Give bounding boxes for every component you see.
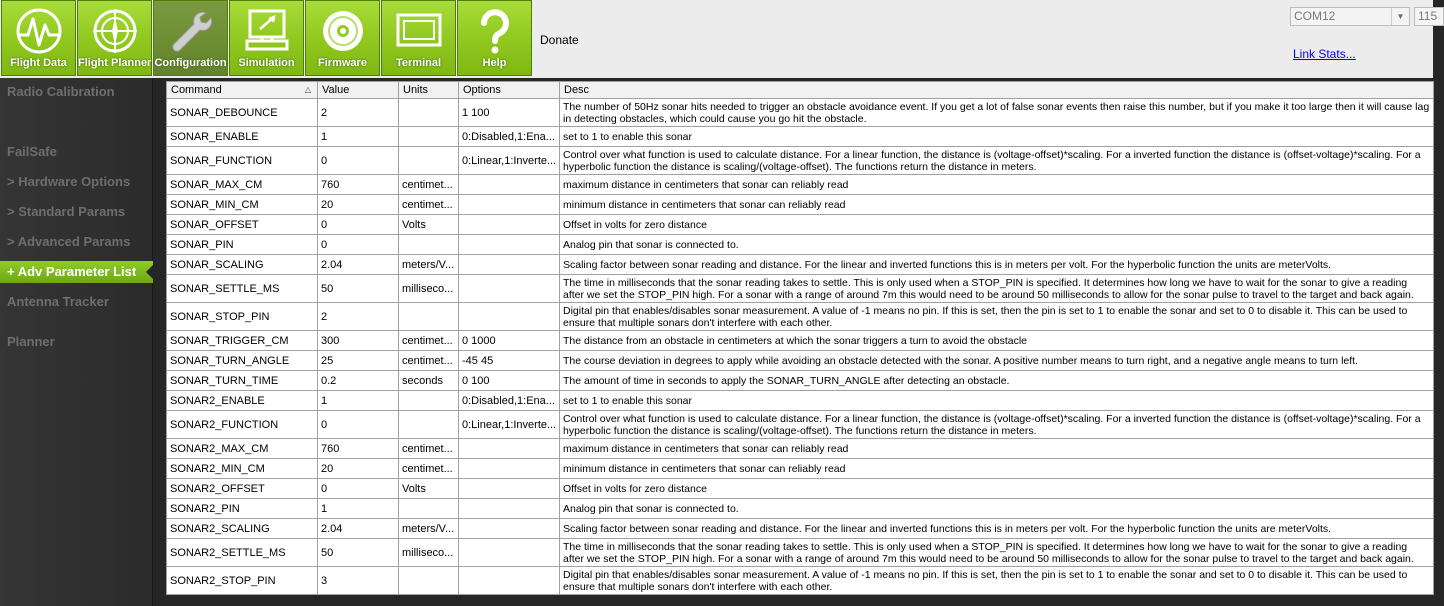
param-desc-cell: maximum distance in centimeters that sonar can reliably read — [560, 175, 1434, 195]
param-value-cell[interactable]: 300 — [318, 331, 399, 351]
table-row[interactable] — [167, 567, 1434, 595]
param-desc-cell: maximum distance in centimeters that sonar can reliably read — [560, 439, 1434, 459]
com-port-value: COM12 — [1294, 9, 1336, 23]
button-label: Firmware — [318, 57, 367, 69]
param-command-cell: SONAR2_SCALING — [167, 519, 318, 539]
configuration-icon — [166, 7, 216, 55]
param-command-cell: SONAR_ENABLE — [167, 127, 318, 147]
table-row[interactable] — [167, 255, 1434, 275]
param-desc-cell: The time in milliseconds that the sonar reading takes to settle. This is only used when a STOP_PIN is specified. It determines how long we have to wait for the sonar to give a reading after we set the STOP_PIN high. For a sonar with a range of around 7m this would need to be around 50 milliseconds to allow for the sonar pulse to travel to the target and back again. — [560, 539, 1434, 567]
button-label: Configuration — [154, 57, 227, 69]
param-value-cell[interactable]: 1 — [318, 391, 399, 411]
flight-data-button[interactable] — [1, 0, 76, 76]
param-command-cell: SONAR_SCALING — [167, 255, 318, 275]
param-desc-cell: The time in milliseconds that the sonar reading takes to settle. This is only used when a STOP_PIN is specified. It determines how long we have to wait for the sonar to give a reading after we set the STOP_PIN high. For a sonar with a range of around 7m this would need to be around 50 milliseconds to allow for the sonar pulse to travel to the target and back again. — [560, 275, 1434, 303]
table-row[interactable] — [167, 175, 1434, 195]
param-command-cell: SONAR2_SETTLE_MS — [167, 539, 318, 567]
param-units-cell — [399, 567, 459, 595]
param-desc-cell: Scaling factor between sonar reading and distance. For the linear and inverted functions this is in meters per volt. For the hyperbolic function the units are meterVolts. — [560, 519, 1434, 539]
param-command-cell: SONAR_STOP_PIN — [167, 303, 318, 331]
param-options-cell — [459, 439, 560, 459]
param-options-cell — [459, 175, 560, 195]
param-value-cell[interactable]: 0 — [318, 235, 399, 255]
table-row[interactable] — [167, 479, 1434, 499]
table-row[interactable] — [167, 275, 1434, 303]
column-header-options[interactable]: Options — [459, 82, 560, 99]
param-value-cell[interactable]: 2 — [318, 99, 399, 127]
param-command-cell: SONAR2_MAX_CM — [167, 439, 318, 459]
param-units-cell — [399, 147, 459, 175]
param-desc-cell: Offset in volts for zero distance — [560, 479, 1434, 499]
param-units-cell: centimet... — [399, 439, 459, 459]
table-row[interactable] — [167, 519, 1434, 539]
param-units-cell: milliseco... — [399, 539, 459, 567]
param-options-cell — [459, 479, 560, 499]
param-desc-cell: set to 1 to enable this sonar — [560, 127, 1434, 147]
parameter-grid — [166, 81, 1434, 595]
param-value-cell[interactable]: 2.04 — [318, 519, 399, 539]
param-units-cell: Volts — [399, 215, 459, 235]
table-row[interactable] — [167, 439, 1434, 459]
param-options-cell — [459, 303, 560, 331]
sidebar-item-adv-parameter-list[interactable]: + Adv Parameter List — [0, 261, 153, 283]
button-label: Flight Planner — [78, 57, 152, 69]
param-desc-cell: The distance from an obstacle in centimeters at which the sonar triggers a turn to avoid the obstacle — [560, 331, 1434, 351]
button-label: Terminal — [395, 57, 442, 69]
param-options-cell: 0 1000 — [459, 331, 560, 351]
param-options-cell — [459, 255, 560, 275]
param-value-cell[interactable]: 1 — [318, 127, 399, 147]
toolbar — [0, 0, 1438, 78]
param-command-cell: SONAR2_FUNCTION — [167, 411, 318, 439]
help-icon — [470, 7, 520, 55]
param-command-cell: SONAR_PIN — [167, 235, 318, 255]
table-row[interactable] — [167, 303, 1434, 331]
param-value-cell[interactable]: 0.2 — [318, 371, 399, 391]
param-command-cell: SONAR2_PIN — [167, 499, 318, 519]
param-units-cell: centimet... — [399, 175, 459, 195]
param-options-cell: -45 45 — [459, 351, 560, 371]
param-value-cell[interactable]: 50 — [318, 275, 399, 303]
param-command-cell: SONAR2_OFFSET — [167, 479, 318, 499]
param-desc-cell: Offset in volts for zero distance — [560, 215, 1434, 235]
param-value-cell[interactable]: 1 — [318, 499, 399, 519]
baud-rate-select[interactable] — [1414, 7, 1444, 26]
sort-ascending-icon: △ — [304, 85, 311, 94]
param-desc-cell: Analog pin that sonar is connected to. — [560, 499, 1434, 519]
sidebar-item-advanced-params[interactable]: > Advanced Params — [7, 234, 131, 249]
button-label: Flight Data — [10, 57, 67, 69]
donate-link[interactable]: Donate — [540, 33, 579, 47]
table-row[interactable] — [167, 235, 1434, 255]
param-command-cell: SONAR_FUNCTION — [167, 147, 318, 175]
flight-planner-button[interactable] — [77, 0, 152, 76]
param-units-cell: centimet... — [399, 331, 459, 351]
table-row[interactable] — [167, 215, 1434, 235]
flight-data-icon — [14, 7, 64, 55]
param-command-cell: SONAR2_STOP_PIN — [167, 567, 318, 595]
param-desc-cell: Analog pin that sonar is connected to. — [560, 235, 1434, 255]
param-options-cell: 0 100 — [459, 371, 560, 391]
param-units-cell — [399, 499, 459, 519]
table-row[interactable] — [167, 371, 1434, 391]
param-value-cell[interactable]: 0 — [318, 411, 399, 439]
baud-rate-value: 115 — [1418, 9, 1438, 23]
param-value-cell[interactable]: 0 — [318, 215, 399, 235]
param-options-cell — [459, 519, 560, 539]
table-row[interactable] — [167, 411, 1434, 439]
param-options-cell — [459, 215, 560, 235]
param-value-cell[interactable]: 2.04 — [318, 255, 399, 275]
param-units-cell — [399, 127, 459, 147]
configuration-button[interactable] — [153, 0, 228, 76]
firmware-icon — [318, 7, 368, 55]
simulation-icon — [242, 7, 292, 55]
param-options-cell: 0:Linear,1:Inverte... — [459, 147, 560, 175]
table-row[interactable] — [167, 147, 1434, 175]
param-desc-cell: Digital pin that enables/disables sonar measurement. A value of -1 means no pin. If this is set, then the pin is set to 1 to enable the sonar and set to 0 to disable it. This can be used to ensure that multiple sonars don't interfere with each other. — [560, 567, 1434, 595]
param-desc-cell: The course deviation in degrees to apply while avoiding an obstacle detected with the sonar. A positive number means to turn right, and a negative angle means to turn left. — [560, 351, 1434, 371]
param-units-cell — [399, 411, 459, 439]
chevron-down-icon[interactable]: ▼ — [1391, 8, 1409, 25]
param-options-cell — [459, 195, 560, 215]
param-value-cell[interactable]: 3 — [318, 567, 399, 595]
param-command-cell: SONAR2_ENABLE — [167, 391, 318, 411]
param-value-cell[interactable]: 2 — [318, 303, 399, 331]
param-units-cell — [399, 235, 459, 255]
param-units-cell: meters/V... — [399, 519, 459, 539]
param-desc-cell: Control over what function is used to calculate distance. For a linear function, the distance is (voltage-offset)*scaling. For a inverted function the distance is (offset-voltage)*scaling. For a hyperbolic function the distance is scaling/(voltage-offset). The functions return the distance in meters. — [560, 411, 1434, 439]
parameter-grid-container — [166, 81, 1433, 606]
grid-header-row — [167, 82, 1434, 99]
sidebar — [0, 78, 153, 606]
param-units-cell: seconds — [399, 371, 459, 391]
column-header-command[interactable]: Command △ — [167, 82, 318, 99]
link-stats-link[interactable]: Link Stats... — [1293, 47, 1356, 61]
firmware-button[interactable] — [305, 0, 380, 76]
sidebar-item-planner[interactable]: Planner — [7, 334, 55, 349]
param-desc-cell: minimum distance in centimeters that sonar can reliably read — [560, 195, 1434, 215]
grid-body — [167, 99, 1434, 595]
table-row[interactable] — [167, 351, 1434, 371]
table-row[interactable] — [167, 391, 1434, 411]
table-row[interactable] — [167, 99, 1434, 127]
param-value-cell[interactable]: 760 — [318, 439, 399, 459]
param-options-cell — [459, 499, 560, 519]
param-value-cell[interactable]: 25 — [318, 351, 399, 371]
help-button[interactable] — [457, 0, 532, 76]
sidebar-item-hardware-options[interactable]: > Hardware Options — [7, 174, 131, 189]
param-value-cell[interactable]: 50 — [318, 539, 399, 567]
sidebar-item-radio-calibration[interactable]: Radio Calibration — [7, 84, 115, 99]
param-units-cell — [399, 99, 459, 127]
table-row[interactable] — [167, 127, 1434, 147]
param-command-cell: SONAR_MAX_CM — [167, 175, 318, 195]
param-command-cell: SONAR_OFFSET — [167, 215, 318, 235]
column-header-value[interactable]: Value — [318, 82, 399, 99]
param-command-cell: SONAR_MIN_CM — [167, 195, 318, 215]
flight-planner-icon — [90, 7, 140, 55]
terminal-icon — [394, 7, 444, 55]
param-value-cell[interactable]: 0 — [318, 479, 399, 499]
param-command-cell: SONAR_SETTLE_MS — [167, 275, 318, 303]
param-units-cell: milliseco... — [399, 275, 459, 303]
column-header-units[interactable]: Units — [399, 82, 459, 99]
param-command-cell: SONAR_DEBOUNCE — [167, 99, 318, 127]
param-options-cell — [459, 539, 560, 567]
sidebar-item-failsafe[interactable]: FailSafe — [7, 144, 57, 159]
param-options-cell: 0:Disabled,1:Ena... — [459, 391, 560, 411]
param-value-cell[interactable]: 760 — [318, 175, 399, 195]
param-options-cell: 1 100 — [459, 99, 560, 127]
table-row[interactable] — [167, 499, 1434, 519]
param-command-cell: SONAR2_MIN_CM — [167, 459, 318, 479]
param-units-cell: meters/V... — [399, 255, 459, 275]
param-command-cell: SONAR_TURN_TIME — [167, 371, 318, 391]
param-command-cell: SONAR_TRIGGER_CM — [167, 331, 318, 351]
com-port-select[interactable] — [1290, 7, 1410, 26]
table-row[interactable] — [167, 331, 1434, 351]
param-value-cell[interactable]: 20 — [318, 195, 399, 215]
param-desc-cell: Control over what function is used to calculate distance. For a linear function, the distance is (voltage-offset)*scaling. For a inverted function the distance is (offset-voltage)*scaling. For a hyperbolic function the distance is scaling/(voltage-offset). The functions return the distance in meters. — [560, 147, 1434, 175]
param-options-cell: 0:Disabled,1:Ena... — [459, 127, 560, 147]
param-options-cell — [459, 235, 560, 255]
button-label: Simulation — [238, 57, 295, 69]
param-desc-cell: The amount of time in seconds to apply the SONAR_TURN_ANGLE after detecting an obstacle. — [560, 371, 1434, 391]
param-desc-cell: Scaling factor between sonar reading and distance. For the linear and inverted functions this is in meters per volt. For the hyperbolic function the units are meterVolts. — [560, 255, 1434, 275]
param-units-cell — [399, 303, 459, 331]
simulation-button[interactable] — [229, 0, 304, 76]
param-units-cell: centimet... — [399, 195, 459, 215]
column-header-desc[interactable]: Desc — [560, 82, 1434, 99]
param-desc-cell: The number of 50Hz sonar hits needed to trigger an obstacle avoidance event. If you get a lot of false sonar events then raise this number, but if you make it too large then it will cause lag in detecting obstacles, which could cause you go hit the obstacle. — [560, 99, 1434, 127]
param-desc-cell: Digital pin that enables/disables sonar measurement. A value of -1 means no pin. If this is set, then the pin is set to 1 to enable the sonar and set to 0 to disable it. This can be used to ensure that multiple sonars don't interfere with each other. — [560, 303, 1434, 331]
sidebar-item-standard-params[interactable]: > Standard Params — [7, 204, 126, 219]
param-units-cell — [399, 391, 459, 411]
table-row[interactable] — [167, 539, 1434, 567]
param-units-cell: Volts — [399, 479, 459, 499]
param-options-cell — [459, 275, 560, 303]
param-options-cell — [459, 459, 560, 479]
table-row[interactable] — [167, 195, 1434, 215]
param-desc-cell: set to 1 to enable this sonar — [560, 391, 1434, 411]
table-row[interactable] — [167, 459, 1434, 479]
param-value-cell[interactable]: 20 — [318, 459, 399, 479]
param-value-cell[interactable]: 0 — [318, 147, 399, 175]
param-options-cell — [459, 567, 560, 595]
param-desc-cell: minimum distance in centimeters that sonar can reliably read — [560, 459, 1434, 479]
terminal-button[interactable] — [381, 0, 456, 76]
button-label: Help — [482, 57, 507, 69]
param-units-cell: centimet... — [399, 459, 459, 479]
sidebar-item-antenna-tracker[interactable]: Antenna Tracker — [7, 294, 109, 309]
param-units-cell: centimet... — [399, 351, 459, 371]
param-options-cell: 0:Linear,1:Inverte... — [459, 411, 560, 439]
param-command-cell: SONAR_TURN_ANGLE — [167, 351, 318, 371]
